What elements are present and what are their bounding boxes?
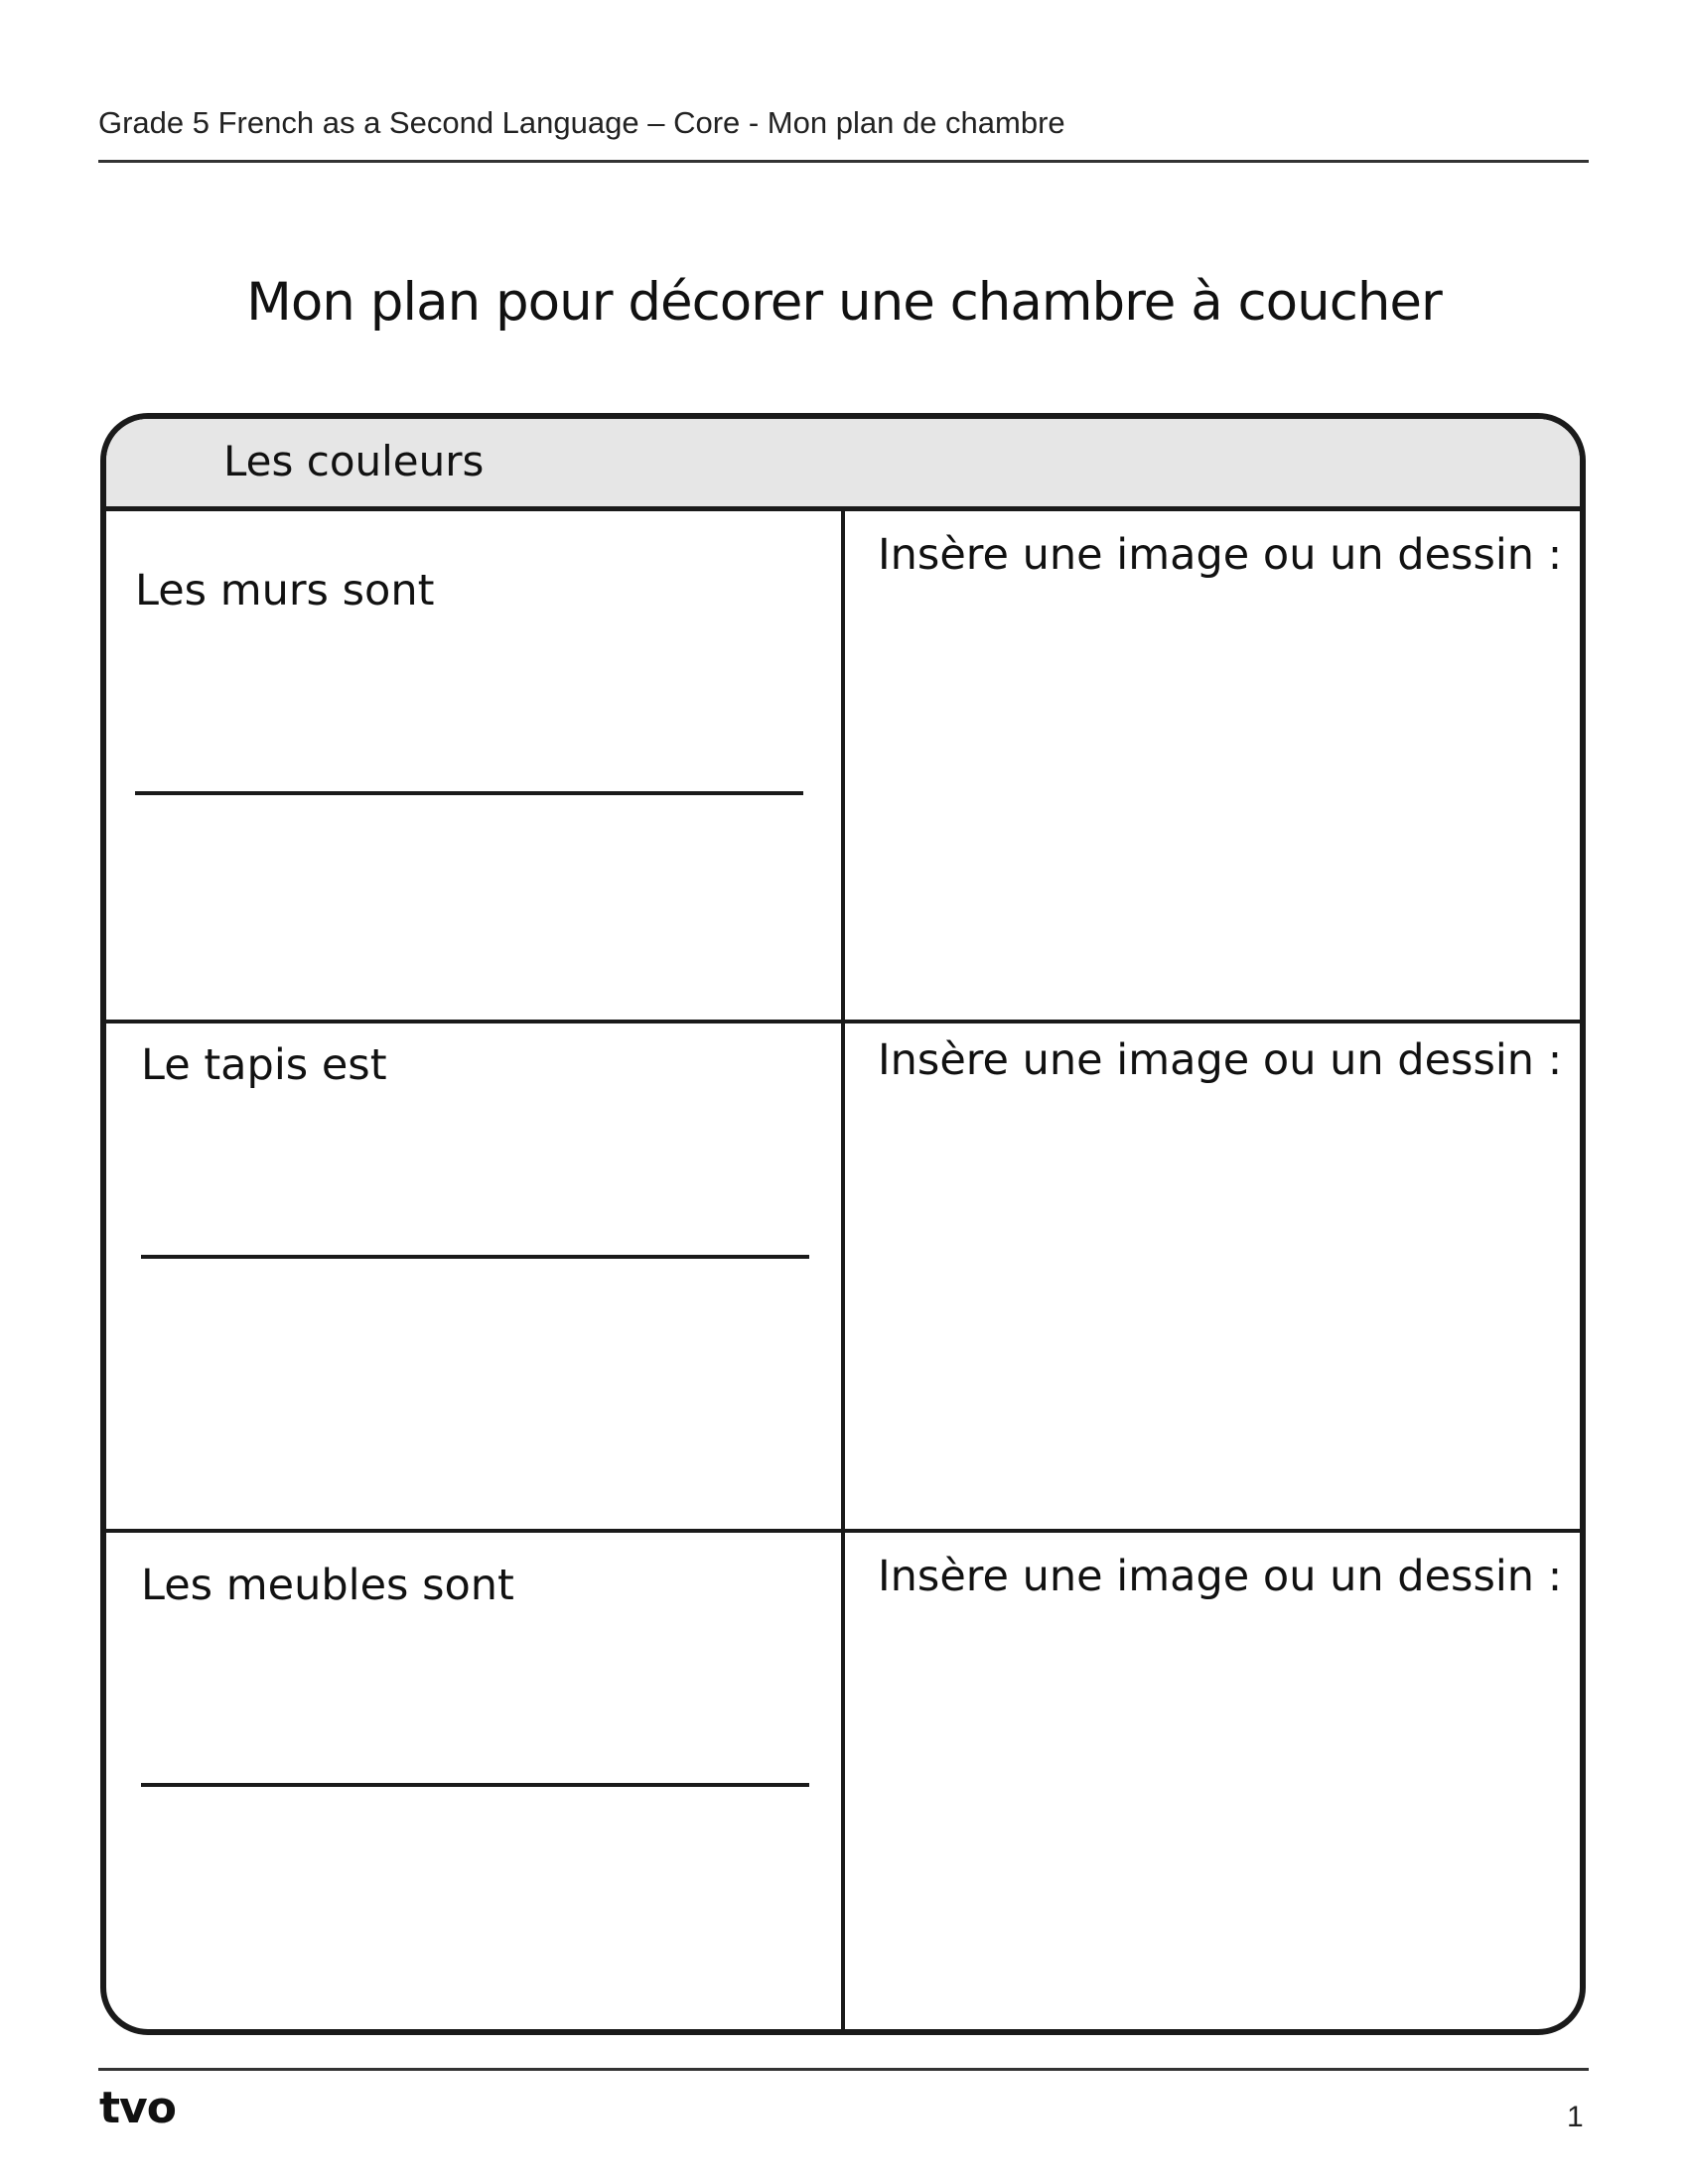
plan-row-walls	[106, 511, 1580, 1018]
plan-row-rug	[106, 1020, 1580, 1530]
page-number: 1	[1567, 2101, 1584, 2133]
prompt-walls: Les murs sont	[135, 566, 435, 615]
answer-line-furniture[interactable]	[141, 1783, 809, 1787]
image-prompt-furniture: Insère une image ou un dessin :	[878, 1552, 1563, 1601]
colour-plan-card	[100, 413, 1586, 2035]
image-drop-area-rug[interactable]	[861, 1103, 1556, 1500]
image-prompt-walls: Insère une image ou un dessin :	[878, 530, 1563, 580]
header-divider	[98, 160, 1589, 163]
prompt-furniture: Les meubles sont	[141, 1561, 514, 1610]
card-heading: Les couleurs	[223, 437, 485, 485]
answer-line-rug[interactable]	[141, 1255, 809, 1259]
image-drop-area-furniture[interactable]	[861, 1612, 1556, 2009]
answer-line-walls[interactable]	[135, 791, 803, 795]
page-title: Mon plan pour décorer une chambre à coucher	[246, 271, 1442, 333]
prompt-rug: Le tapis est	[141, 1040, 387, 1090]
image-drop-area-walls[interactable]	[861, 591, 1556, 988]
plan-row-furniture	[106, 1529, 1580, 2035]
tvo-logo: tvo	[99, 2083, 176, 2133]
card-header	[106, 419, 1580, 511]
document-header: Grade 5 French as a Second Language – Core - Mon plan de chambre	[98, 105, 1065, 140]
footer-divider	[98, 2068, 1589, 2071]
image-prompt-rug: Insère une image ou un dessin :	[878, 1035, 1563, 1085]
